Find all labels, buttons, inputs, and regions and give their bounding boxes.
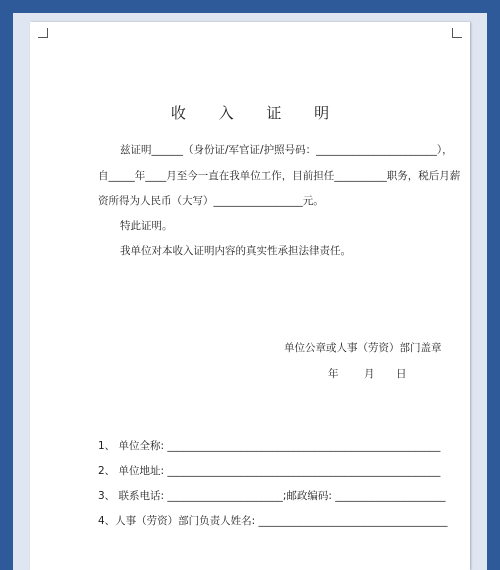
certification-paragraph-1: 兹证明______（身份证/军官证/护照号码：_______________________）， [120,144,453,156]
date-year-label: 年 [328,368,339,380]
document-title: 收 入 证 明 [170,104,344,122]
date-month-label: 月 [364,368,375,380]
date-day-label: 日 [396,368,407,380]
crop-mark-top-left [38,28,48,38]
field-hr-manager-name: 4、人事（劳资）部门负责人姓名: ____________________________________ [98,515,448,527]
certification-paragraph-3: 资所得为人民币（大写）_________________元。 [98,195,324,207]
certification-closing: 特此证明。 [120,220,173,232]
seal-label: 单位公章或人事（劳资）部门盖章 [284,342,442,354]
field-phone-postcode: 3、 联系电话: ______________________;邮政编码: _____________________ [98,490,446,502]
document-page [30,22,470,570]
certification-paragraph-2: 自_____年____月至今一直在我单位工作，目前担任__________职务，税后月薪 [98,170,461,182]
liability-statement: 我单位对本收入证明内容的真实性承担法律责任。 [120,245,351,257]
crop-mark-top-right [452,28,462,38]
field-company-address: 2、 单位地址: ____________________________________________________ [98,465,441,477]
field-company-name: 1、 单位全称: ____________________________________________________ [98,440,441,452]
